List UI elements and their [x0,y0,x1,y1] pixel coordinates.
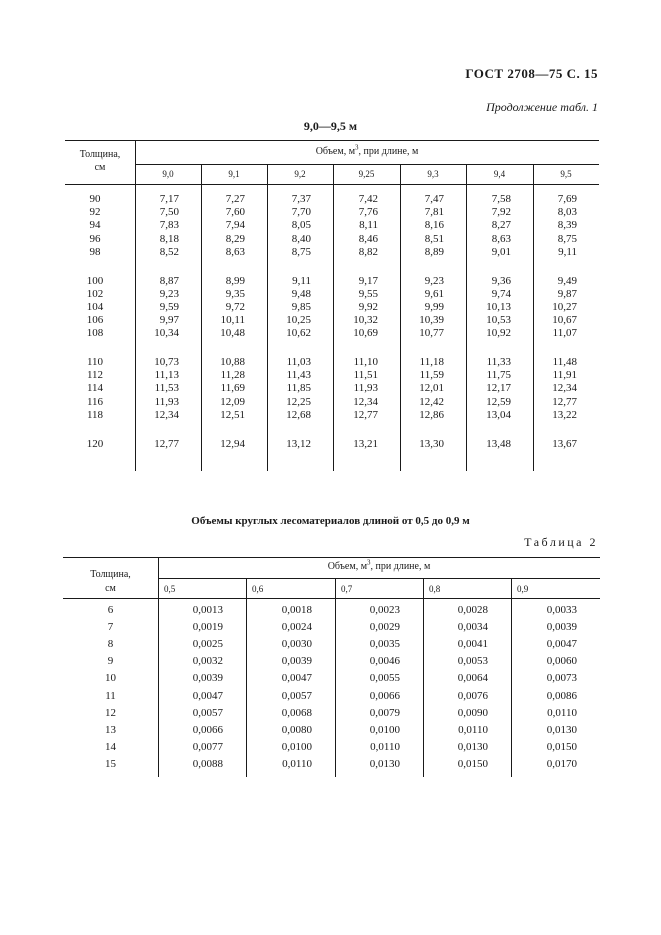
thickness-value: 13 [105,723,116,736]
length-column-header: 0,6 [252,584,264,594]
volume-value: 12,25 [286,395,311,408]
volume-value: 11,10 [353,356,378,368]
volume-value: 0,0130 [546,723,577,736]
top-rule [63,557,600,558]
thickness-value: 94 [89,219,101,232]
volume-value: 10,92 [486,327,511,340]
volume-value: 0,0057 [281,689,312,702]
volume-value: 0,0023 [369,604,400,616]
volume-header [135,143,599,157]
volume-value: 8,05 [291,219,311,232]
volume-value: 9,48 [291,287,311,300]
volume-table-2 [63,557,600,777]
volume-value: 10,34 [154,327,179,340]
volume-value: 0,0068 [281,706,312,719]
length-column-header: 9,25 [358,169,375,179]
volume-value: 12,77 [353,408,378,421]
volume-value: 8,99 [225,274,245,287]
volume-value: 10,13 [486,300,511,313]
table2-label: Таблица 2 [524,535,598,549]
thickness-value: 92 [89,206,101,219]
volume-value: 8,16 [424,219,444,232]
volume-value: 0,0035 [369,638,400,651]
volume-value: 10,11 [220,314,245,327]
volume-value: 7,27 [225,193,245,205]
thickness-value: 118 [86,408,104,421]
volume-value: 0,0130 [457,740,488,753]
thickness-value: 96 [89,232,101,245]
length-column-header: 0,5 [164,584,176,594]
volume-value: 0,0066 [369,689,400,702]
volume-header-tail: , при длине, м [358,146,419,157]
thickness-value: 11 [105,689,116,702]
thickness-value: 14 [105,740,116,753]
volume-value: 11,43 [286,369,311,382]
volume-value: 0,0034 [457,621,488,634]
volume-value: 7,94 [225,219,245,232]
volume-value: 0,0024 [281,621,312,634]
volume-value: 12,94 [220,437,245,450]
thickness-header-line1: Толщина, [79,149,121,160]
volume-value: 0,0080 [281,723,312,736]
volume-value: 0,0100 [281,740,312,753]
volume-value: 12,51 [220,408,245,421]
volume-value: 8,46 [358,232,378,245]
volume-value: 10,32 [353,314,378,327]
volume-value: 8,40 [291,232,311,245]
volume-value: 7,17 [159,193,179,205]
volume-value: 10,69 [353,327,378,340]
volume-value: 7,50 [159,206,179,219]
volume-value: 7,83 [159,219,179,232]
volume-value: 0,0077 [192,740,223,753]
table2-title: Объемы круглых лесоматериалов длиной от 0,5 до 0,9 м [191,515,470,527]
volume-value: 8,63 [491,232,511,245]
volume-value: 8,03 [557,206,577,219]
volume-value: 9,72 [225,300,245,313]
volume-header [158,558,600,572]
volume-value: 0,0088 [192,757,223,770]
volume-value: 9,85 [291,300,311,313]
length-column-header: 0,9 [517,584,529,594]
volume-value: 11,75 [486,369,511,382]
column-rule [423,578,424,777]
volume-value: 9,17 [358,274,378,287]
volume-value: 9,23 [424,274,444,287]
volume-value: 7,37 [291,193,311,205]
volume-value: 11,33 [486,356,511,368]
thickness-value: 12 [105,706,116,719]
volume-value: 8,87 [159,274,179,287]
length-column-header: 9,1 [228,169,240,179]
column-rule [511,578,512,777]
length-column-header: 9,0 [162,169,174,179]
volume-value: 0,0110 [547,706,577,719]
volume-value: 0,0039 [192,672,223,685]
volume-value: 7,76 [358,206,378,219]
thickness-value: 108 [86,327,104,340]
volume-value: 10,67 [552,314,577,327]
volume-value: 8,29 [225,232,245,245]
thickness-value: 104 [86,300,104,313]
volume-value: 0,0064 [457,672,488,685]
volume-header-text: Объем, м [315,146,356,157]
volume-value: 10,27 [552,300,577,313]
page-header: ГОСТ 2708—75 С. 15 [465,66,598,81]
volume-value: 7,47 [424,193,444,205]
thickness-value: 90 [89,193,101,205]
volume-value: 7,70 [291,206,311,219]
volume-value: 11,59 [419,369,444,382]
volume-value: 0,0047 [546,638,577,651]
volume-value: 9,23 [159,287,179,300]
volume-value: 11,48 [552,356,577,368]
volume-value: 12,42 [419,395,444,408]
volume-value: 0,0079 [369,706,400,719]
volume-value: 9,11 [558,245,577,258]
volume-value: 0,0039 [546,621,577,634]
volume-value: 8,75 [291,245,311,258]
thickness-value: 7 [107,621,114,634]
volume-value: 0,0030 [281,638,312,651]
volume-value: 7,58 [491,193,511,205]
volume-value: 0,0029 [369,621,400,634]
volume-value: 13,48 [486,437,511,450]
volume-value: 7,60 [225,206,245,219]
volume-value: 12,77 [154,437,179,450]
volume-value: 10,88 [220,356,245,368]
volume-value: 0,0110 [282,757,312,770]
volume-header-tail: , при длине, м [370,561,431,572]
volume-value: 0,0066 [192,723,223,736]
volume-value: 0,0047 [192,689,223,702]
volume-value: 0,0055 [369,672,400,685]
volume-value: 0,0110 [458,723,488,736]
volume-value: 11,85 [286,382,311,395]
volume-value: 11,03 [286,356,311,368]
volume-value: 7,92 [491,206,511,219]
length-column-header: 9,4 [493,169,506,179]
volume-value: 0,0025 [192,638,223,651]
volume-value: 0,0032 [192,655,223,668]
volume-value: 12,34 [353,395,378,408]
volume-value: 9,49 [557,274,577,287]
volume-value: 0,0039 [281,655,312,668]
volume-value: 13,30 [419,437,444,450]
volume-value: 12,68 [286,408,311,421]
volume-value: 0,0150 [546,740,577,753]
thickness-header [65,148,135,174]
volume-value: 11,69 [220,382,245,395]
section-title: 9,0—9,5 м [303,119,358,133]
thickness-header-line1: Толщина, [90,569,131,580]
volume-value: 9,01 [491,245,511,258]
volume-value: 9,55 [358,287,378,300]
volume-value: 0,0130 [369,757,400,770]
column-rule [246,578,247,777]
thickness-value: 112 [86,369,104,382]
volume-value: 10,48 [220,327,245,340]
volume-value: 12,59 [486,395,511,408]
volume-value: 10,53 [486,314,511,327]
volume-value: 12,34 [154,408,179,421]
thickness-value: 106 [86,314,104,327]
volume-value: 9,61 [424,287,444,300]
volume-value: 8,75 [557,232,577,245]
thickness-header-line2: см [105,583,116,594]
volume-value: 8,18 [159,232,179,245]
thickness-value: 98 [89,245,101,258]
column-rule [158,557,159,777]
volume-value: 11,93 [353,382,378,395]
volume-value: 0,0100 [369,723,400,736]
thickness-value: 116 [86,395,104,408]
volume-value: 8,39 [557,219,577,232]
volume-value: 7,69 [557,193,577,205]
thickness-value: 10 [105,672,116,685]
volume-value: 12,01 [419,382,444,395]
volume-value: 11,13 [154,369,179,382]
volume-value: 0,0073 [546,672,577,685]
volume-value: 9,35 [225,287,245,300]
volume-value: 8,51 [424,232,444,245]
volume-value: 0,0041 [457,638,488,651]
volume-value: 12,77 [552,395,577,408]
continuation-note: Продолжение табл. 1 [486,100,598,114]
volume-value: 10,62 [286,327,311,340]
volume-value: 11,53 [154,382,179,395]
volume-value: 11,51 [353,369,378,382]
volume-value: 0,0019 [192,621,223,634]
volume-value: 10,73 [154,356,179,368]
thickness-header [63,568,158,596]
volume-value: 8,52 [159,245,179,258]
volume-value: 0,0033 [546,604,577,616]
volume-value: 9,74 [491,287,511,300]
volume-value: 8,82 [358,245,378,258]
volume-value: 0,0110 [370,740,400,753]
thickness-header-line2: см [94,162,106,173]
length-column-header: 9,5 [560,169,572,179]
volume-value: 7,81 [424,206,444,219]
volume-value: 13,22 [552,408,577,421]
length-column-header: 9,3 [427,169,439,179]
volume-value: 11,91 [552,369,577,382]
volume-value: 9,87 [557,287,577,300]
thickness-value: 6 [107,604,114,616]
length-column-header: 0,7 [341,584,353,594]
volume-value: 13,04 [486,408,511,421]
volume-value: 11,93 [154,395,179,408]
volume-value: 0,0150 [457,757,488,770]
volume-value: 10,77 [419,327,444,340]
volume-header-text: Объем, м [327,561,368,572]
volume-value: 13,21 [353,437,378,450]
volume-value: 9,36 [491,274,511,287]
volume-value: 0,0086 [546,689,577,702]
volume-value: 8,63 [225,245,245,258]
column-rule [335,578,336,777]
volume-value: 10,25 [286,314,311,327]
volume-value: 12,34 [552,382,577,395]
volume-value: 0,0013 [192,604,223,616]
volume-value: 0,0046 [369,655,400,668]
thickness-value: 114 [86,382,104,395]
volume-value: 11,07 [552,327,577,340]
top-rule [65,140,599,141]
header-bottom-rule [65,184,599,185]
volume-value: 0,0053 [457,655,488,668]
length-column-header: 0,8 [429,584,441,594]
volume-value: 0,0028 [457,604,488,616]
volume-value: 9,92 [358,300,378,313]
volume-table-1 [65,140,599,471]
volume-value: 9,59 [159,300,179,313]
volume-value: 11,28 [220,369,245,382]
volume-value: 0,0170 [546,757,577,770]
volume-value: 9,97 [159,314,179,327]
thickness-value: 100 [86,274,104,287]
volume-value: 0,0047 [281,672,312,685]
volume-value: 0,0057 [192,706,223,719]
volume-value: 8,27 [491,219,511,232]
volume-value: 12,09 [220,395,245,408]
volume-value: 0,0018 [281,604,312,616]
volume-value: 0,0060 [546,655,577,668]
volume-value: 9,11 [292,274,311,287]
volume-value: 0,0076 [457,689,488,702]
volume-value: 13,67 [552,437,577,450]
length-column-header: 9,2 [294,169,306,179]
thickness-value: 9 [107,655,114,668]
thickness-value: 15 [105,757,116,770]
thickness-value: 120 [86,437,104,450]
volume-value: 8,11 [359,219,378,232]
volume-value: 0,0090 [457,706,488,719]
volume-header-sup: 3 [367,558,371,567]
volume-value: 12,86 [419,408,444,421]
thickness-value: 110 [86,356,104,368]
volume-value: 7,42 [358,193,378,205]
volume-header-sup: 3 [355,143,359,152]
volume-value: 9,99 [424,300,444,313]
volume-value: 8,89 [424,245,444,258]
thickness-value: 8 [107,638,114,651]
volume-value: 11,18 [419,356,444,368]
thickness-value: 102 [86,287,104,300]
volume-value: 12,17 [486,382,511,395]
volume-value: 10,39 [419,314,444,327]
volume-value: 13,12 [286,437,311,450]
